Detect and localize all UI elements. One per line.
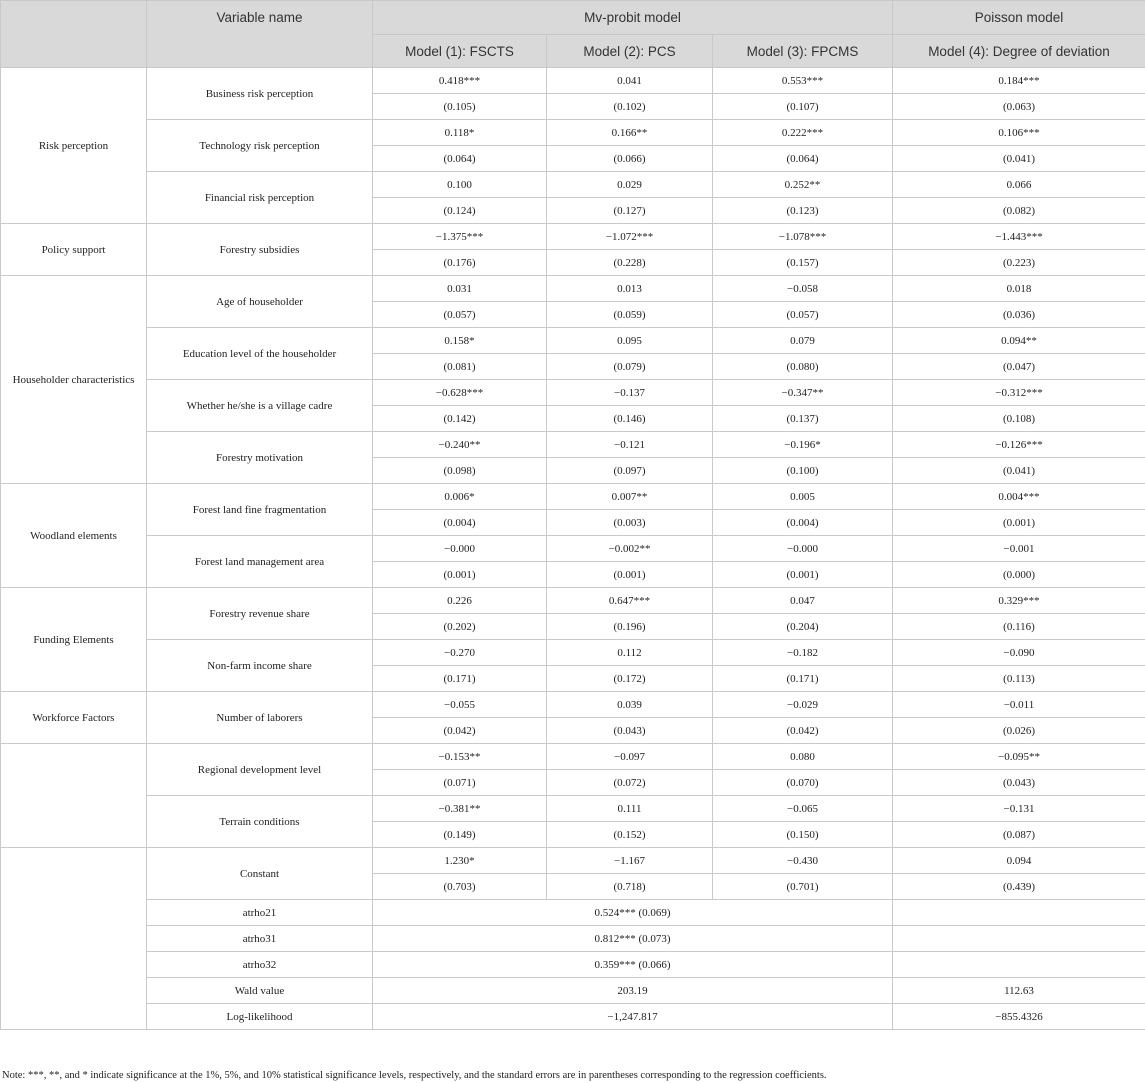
coef-cell: −0.628*** (373, 380, 547, 406)
category-cell: Workforce Factors (1, 692, 147, 744)
coef-cell: 0.066 (893, 172, 1145, 198)
se-cell: (0.176) (373, 250, 547, 276)
coef-cell: −0.270 (373, 640, 547, 666)
se-cell: (0.228) (547, 250, 713, 276)
coef-cell: 0.166** (547, 120, 713, 146)
coef-cell: 0.080 (713, 744, 893, 770)
variable-name-cell: Technology risk perception (147, 120, 373, 172)
se-cell: (0.146) (547, 406, 713, 432)
stat-poisson-cell: −855.4326 (893, 1004, 1145, 1030)
variable-name-cell: Age of householder (147, 276, 373, 328)
se-cell: (0.079) (547, 354, 713, 380)
se-cell: (0.100) (713, 458, 893, 484)
se-cell: (0.116) (893, 614, 1145, 640)
model-1-header: Model (1): FSCTS (373, 35, 547, 68)
stat-mv-cell: −1,247.817 (373, 1004, 893, 1030)
se-cell: (0.036) (893, 302, 1145, 328)
variable-name-cell: Forest land management area (147, 536, 373, 588)
coef-cell: −0.055 (373, 692, 547, 718)
coef-cell: 0.005 (713, 484, 893, 510)
coef-cell: −0.090 (893, 640, 1145, 666)
se-cell: (0.127) (547, 198, 713, 224)
coef-cell: −1.375*** (373, 224, 547, 250)
coef-cell: 0.094 (893, 848, 1145, 874)
se-cell: (0.102) (547, 94, 713, 120)
coef-cell: 0.006* (373, 484, 547, 510)
variable-name-cell: Terrain conditions (147, 796, 373, 848)
se-cell: (0.172) (547, 666, 713, 692)
se-cell: (0.204) (713, 614, 893, 640)
stat-name-cell: atrho21 (147, 900, 373, 926)
coef-cell: 0.041 (547, 68, 713, 94)
coef-cell: 0.222*** (713, 120, 893, 146)
coef-cell: 0.007** (547, 484, 713, 510)
coef-cell: −0.001 (893, 536, 1145, 562)
coef-cell: −0.029 (713, 692, 893, 718)
se-cell: (0.063) (893, 94, 1145, 120)
category-cell: Risk perception (1, 68, 147, 224)
se-cell: (0.001) (373, 562, 547, 588)
coef-cell: 0.118* (373, 120, 547, 146)
coef-cell: −0.095** (893, 744, 1145, 770)
se-cell: (0.080) (713, 354, 893, 380)
se-cell: (0.043) (893, 770, 1145, 796)
se-cell: (0.223) (893, 250, 1145, 276)
se-cell: (0.202) (373, 614, 547, 640)
coef-cell: 0.031 (373, 276, 547, 302)
stat-poisson-cell (893, 952, 1145, 978)
se-cell: (0.057) (713, 302, 893, 328)
se-cell: (0.001) (713, 562, 893, 588)
coef-cell: −0.000 (713, 536, 893, 562)
coef-cell: −0.381** (373, 796, 547, 822)
se-cell: (0.718) (547, 874, 713, 900)
se-cell: (0.124) (373, 198, 547, 224)
coef-cell: −0.196* (713, 432, 893, 458)
model-3-header: Model (3): FPCMS (713, 35, 893, 68)
se-cell: (0.703) (373, 874, 547, 900)
se-cell: (0.137) (713, 406, 893, 432)
coef-cell: 0.095 (547, 328, 713, 354)
coef-cell: −0.137 (547, 380, 713, 406)
table-note: Note: ***, **, and * indicate significance at the 1%, 5%, and 10% statistical significance levels, respectively, and the standard errors are in parentheses corresponding to the regression coefficients. (2, 1070, 827, 1081)
stat-name-cell: atrho32 (147, 952, 373, 978)
stat-poisson-cell (893, 926, 1145, 952)
se-cell: (0.082) (893, 198, 1145, 224)
se-cell: (0.001) (893, 510, 1145, 536)
coef-cell: −0.126*** (893, 432, 1145, 458)
stat-mv-cell: 203.19 (373, 978, 893, 1004)
se-cell: (0.097) (547, 458, 713, 484)
model-2-header: Model (2): PCS (547, 35, 713, 68)
coef-cell: −1.072*** (547, 224, 713, 250)
coef-cell: −0.065 (713, 796, 893, 822)
coef-cell: −0.097 (547, 744, 713, 770)
poisson-header: Poisson model (893, 1, 1145, 35)
coef-cell: 0.004*** (893, 484, 1145, 510)
variable-name-cell: Education level of the householder (147, 328, 373, 380)
coef-cell: −0.131 (893, 796, 1145, 822)
se-cell: (0.047) (893, 354, 1145, 380)
variable-name-cell: Business risk perception (147, 68, 373, 120)
variable-name-cell: Forestry motivation (147, 432, 373, 484)
se-cell: (0.098) (373, 458, 547, 484)
se-cell: (0.042) (713, 718, 893, 744)
coef-cell: 0.184*** (893, 68, 1145, 94)
se-cell: (0.042) (373, 718, 547, 744)
coef-cell: 0.553*** (713, 68, 893, 94)
variable-name-cell: Regional development level (147, 744, 373, 796)
se-cell: (0.001) (547, 562, 713, 588)
se-cell: (0.107) (713, 94, 893, 120)
se-cell: (0.701) (713, 874, 893, 900)
se-cell: (0.070) (713, 770, 893, 796)
se-cell: (0.000) (893, 562, 1145, 588)
coef-cell: −0.312*** (893, 380, 1145, 406)
coef-cell: 0.252** (713, 172, 893, 198)
se-cell: (0.064) (713, 146, 893, 172)
stat-mv-cell: 0.524*** (0.069) (373, 900, 893, 926)
coef-cell: −0.002** (547, 536, 713, 562)
se-cell: (0.041) (893, 146, 1145, 172)
coef-cell: 0.013 (547, 276, 713, 302)
coef-cell: −0.347** (713, 380, 893, 406)
se-cell: (0.066) (547, 146, 713, 172)
stat-name-cell: Wald value (147, 978, 373, 1004)
stat-mv-cell: 0.812*** (0.073) (373, 926, 893, 952)
se-cell: (0.171) (713, 666, 893, 692)
se-cell: (0.439) (893, 874, 1145, 900)
variable-name-cell: Whether he/she is a village cadre (147, 380, 373, 432)
se-cell: (0.081) (373, 354, 547, 380)
se-cell: (0.171) (373, 666, 547, 692)
coef-cell: 0.647*** (547, 588, 713, 614)
coef-cell: −1.167 (547, 848, 713, 874)
se-cell: (0.026) (893, 718, 1145, 744)
coef-cell: −0.058 (713, 276, 893, 302)
se-cell: (0.196) (547, 614, 713, 640)
se-cell: (0.105) (373, 94, 547, 120)
coef-cell: −1.443*** (893, 224, 1145, 250)
se-cell: (0.071) (373, 770, 547, 796)
se-cell: (0.004) (713, 510, 893, 536)
coef-cell: 0.039 (547, 692, 713, 718)
se-cell: (0.003) (547, 510, 713, 536)
category-cell (1, 848, 147, 1030)
se-cell: (0.142) (373, 406, 547, 432)
variable-name-cell: Non-farm income share (147, 640, 373, 692)
coef-cell: −0.121 (547, 432, 713, 458)
stat-name-cell: atrho31 (147, 926, 373, 952)
se-cell: (0.004) (373, 510, 547, 536)
mv-probit-header: Mv-probit model (373, 1, 893, 35)
se-cell: (0.150) (713, 822, 893, 848)
se-cell: (0.043) (547, 718, 713, 744)
category-cell (1, 744, 147, 848)
variable-name-cell: Constant (147, 848, 373, 900)
coef-cell: 0.329*** (893, 588, 1145, 614)
se-cell: (0.059) (547, 302, 713, 328)
stat-mv-cell: 0.359*** (0.066) (373, 952, 893, 978)
category-cell: Woodland elements (1, 484, 147, 588)
se-cell: (0.123) (713, 198, 893, 224)
coef-cell: 0.418*** (373, 68, 547, 94)
category-cell: Funding Elements (1, 588, 147, 692)
se-cell: (0.064) (373, 146, 547, 172)
category-cell: Policy support (1, 224, 147, 276)
coef-cell: 0.111 (547, 796, 713, 822)
coef-cell: 0.112 (547, 640, 713, 666)
coef-cell: −1.078*** (713, 224, 893, 250)
se-cell: (0.149) (373, 822, 547, 848)
variable-name-cell: Forest land fine fragmentation (147, 484, 373, 536)
coef-cell: 0.094** (893, 328, 1145, 354)
coef-cell: 0.047 (713, 588, 893, 614)
se-cell: (0.157) (713, 250, 893, 276)
variable-name-cell: Number of laborers (147, 692, 373, 744)
coef-cell: −0.011 (893, 692, 1145, 718)
coef-cell: −0.153** (373, 744, 547, 770)
se-cell: (0.113) (893, 666, 1145, 692)
se-cell: (0.108) (893, 406, 1145, 432)
coef-cell: 0.018 (893, 276, 1145, 302)
coef-cell: 0.100 (373, 172, 547, 198)
coef-cell: 0.226 (373, 588, 547, 614)
coef-cell: −0.240** (373, 432, 547, 458)
variable-name-cell: Forestry subsidies (147, 224, 373, 276)
model-4-header: Model (4): Degree of deviation (893, 35, 1145, 68)
coef-cell: −0.430 (713, 848, 893, 874)
coef-cell: −0.182 (713, 640, 893, 666)
variable-name-cell: Financial risk perception (147, 172, 373, 224)
stat-name-cell: Log-likelihood (147, 1004, 373, 1030)
se-cell: (0.152) (547, 822, 713, 848)
se-cell: (0.072) (547, 770, 713, 796)
coef-cell: −0.000 (373, 536, 547, 562)
corner-header-cell (1, 1, 147, 68)
se-cell: (0.057) (373, 302, 547, 328)
se-cell: (0.041) (893, 458, 1145, 484)
variable-name-header: Variable name (147, 1, 373, 68)
stat-poisson-cell: 112.63 (893, 978, 1145, 1004)
se-cell: (0.087) (893, 822, 1145, 848)
category-cell: Householder characteristics (1, 276, 147, 484)
stat-poisson-cell (893, 900, 1145, 926)
coef-cell: 0.158* (373, 328, 547, 354)
coef-cell: 0.079 (713, 328, 893, 354)
coef-cell: 0.029 (547, 172, 713, 198)
coef-cell: 1.230* (373, 848, 547, 874)
coef-cell: 0.106*** (893, 120, 1145, 146)
variable-name-cell: Forestry revenue share (147, 588, 373, 640)
